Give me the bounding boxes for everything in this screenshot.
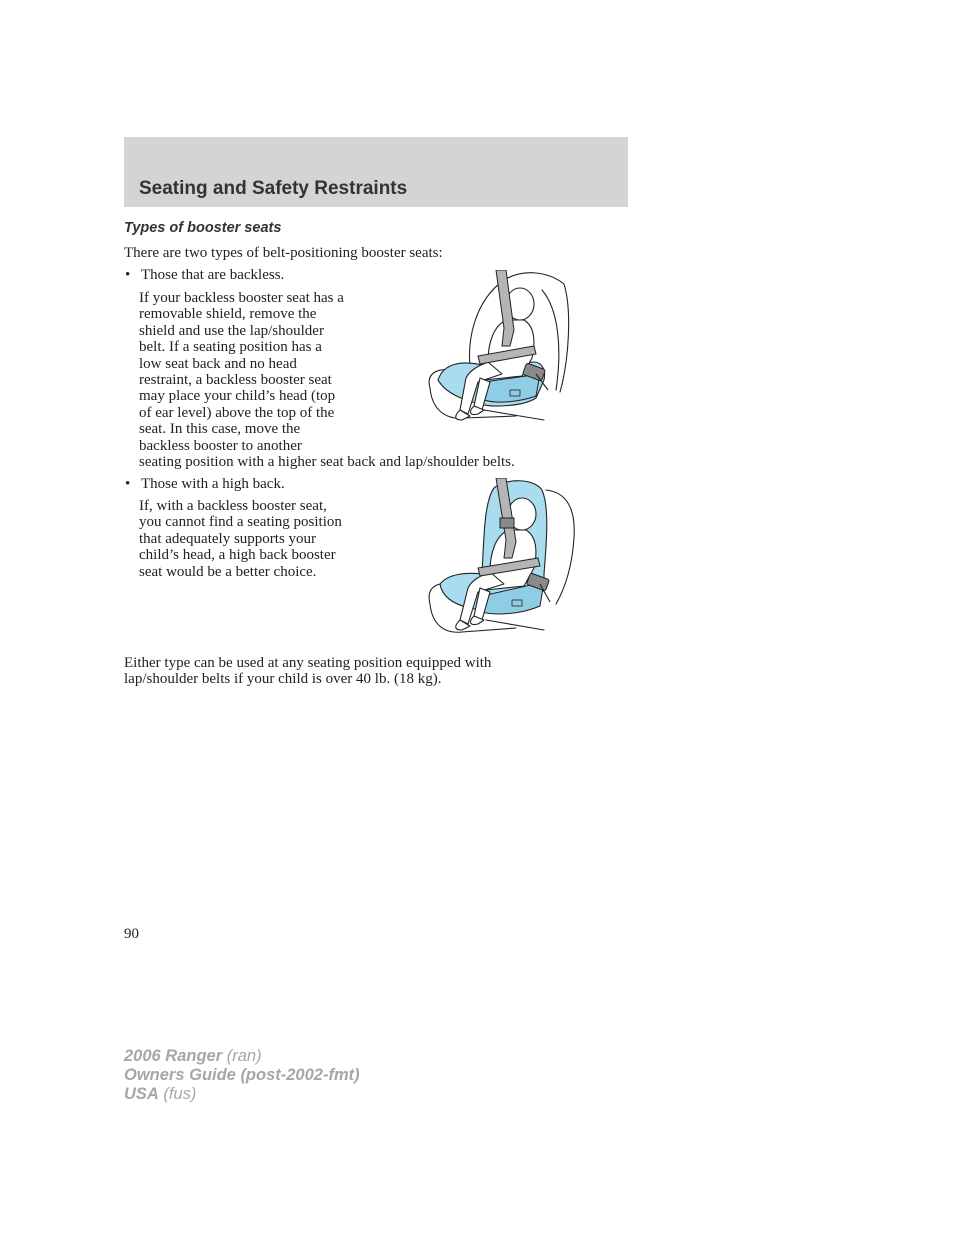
document-footer [124, 1047, 360, 1104]
text-line: backless booster to another [139, 437, 302, 454]
text-line: may place your child’s head (top [139, 388, 336, 405]
text-line: child’s head, a high back booster [139, 547, 336, 564]
text-line: If, with a backless booster seat, [139, 498, 327, 514]
subheading: Types of booster seats [124, 220, 282, 236]
high-back-description [139, 498, 342, 580]
text-line: low seat back and no head [139, 355, 297, 372]
bullet: • [125, 267, 131, 283]
footer-model-code: (ran) [222, 1047, 262, 1065]
backless-booster-illustration [424, 270, 576, 430]
closing-paragraph [124, 655, 491, 688]
intro-text: There are two types of belt-positioning booster seats: [124, 245, 443, 261]
footer-model: 2006 Ranger [124, 1047, 223, 1065]
text-line: lap/shoulder belts if your child is over 40 lb. (18 kg). [124, 671, 442, 688]
text-line: seat. In this case, move the [139, 421, 301, 438]
footer-guide: Owners Guide (post-2002-fmt) [124, 1066, 360, 1084]
text-line: Either type can be used at any seating position equipped with [124, 655, 492, 671]
text-line: seating position with a higher seat back and lap/shoulder belts. [139, 454, 515, 471]
page-number: 90 [124, 926, 139, 942]
text-line: seat would be a better choice. [139, 563, 317, 580]
text-line: of ear level) above the top of the [139, 404, 335, 421]
high-back-booster-illustration [426, 478, 578, 638]
text-line: If your backless booster seat has a [139, 290, 344, 306]
list-item-label: Those that are backless. [141, 267, 285, 283]
footer-market: USA [124, 1085, 159, 1103]
text-line: shield and use the lap/shoulder [139, 322, 324, 339]
bullet: • [125, 476, 131, 492]
text-line: restraint, a backless booster seat [139, 372, 332, 389]
list-item-label: Those with a high back. [141, 476, 285, 492]
text-line: belt. If a seating position has a [139, 339, 322, 356]
text-line: that adequately supports your [139, 530, 317, 547]
text-line: removable shield, remove the [139, 306, 317, 323]
section-title: Seating and Safety Restraints [139, 178, 408, 199]
footer-market-code: (fus) [158, 1085, 197, 1103]
text-line: you cannot find a seating position [139, 514, 342, 531]
